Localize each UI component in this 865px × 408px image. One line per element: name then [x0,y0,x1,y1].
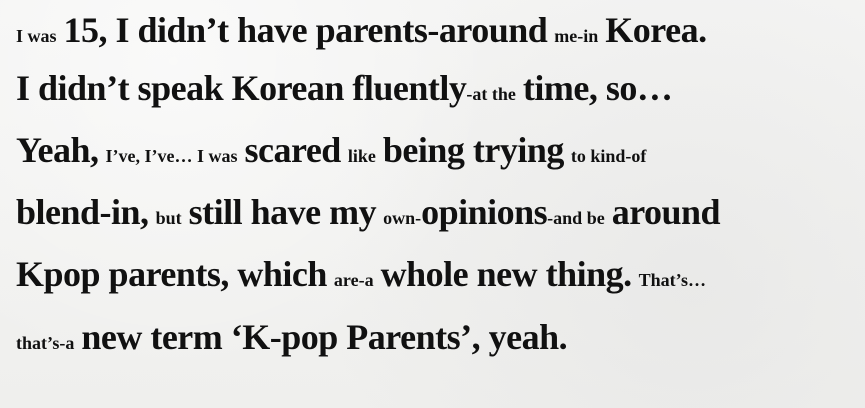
line-1-token-3: me-in [554,26,599,46]
line-4-token-2: but [155,208,182,228]
line-5-token-1: Kpop parents, which [16,254,327,294]
line-6-token-2: new term ‘K-pop Parents’, yeah. [81,317,568,357]
transcript-line-4 [16,194,849,256]
transcript-line-2 [16,70,849,132]
line-4-token-7: around [611,192,721,232]
line-3-token-2: I’ve, I’ve… I was [105,146,238,166]
line-1-token-2 [64,12,548,48]
line-3-token-5: being trying [382,130,564,170]
line-1-token-2-text: 15, I didn’t have parents-around [63,10,548,50]
line-3-token-1: Yeah, [16,130,99,170]
line-4-token-3: still have my [188,192,377,232]
line-4-token-5: opinions [421,192,548,232]
transcript-line-5 [16,256,849,319]
line-3-token-4: like [347,146,376,166]
transcript-line-3 [16,132,849,194]
line-2-token-2: -at the [466,84,516,104]
line-5-token-4: That’s… [638,270,706,290]
transcript-line-1 [16,12,849,70]
line-3-token-3: scared [244,130,341,170]
line-5-token-3: whole new thing. [380,254,632,294]
transcript-line-6 [16,319,849,381]
line-4-token-4: own- [383,208,422,228]
line-2-token-1: I didn’t speak Korean fluently [16,68,467,108]
line-1-token-1: I was [16,26,57,46]
line-5-token-2: are-a [333,270,374,290]
line-3-token-6: to kind-of [570,146,647,166]
line-4-token-6: -and be [547,208,605,228]
line-4-token-1: blend-in, [16,192,149,232]
line-1-token-4: Korea. [605,10,707,50]
line-2-token-3: time, so… [522,68,673,108]
line-6-token-1: that’s-a [16,333,75,353]
